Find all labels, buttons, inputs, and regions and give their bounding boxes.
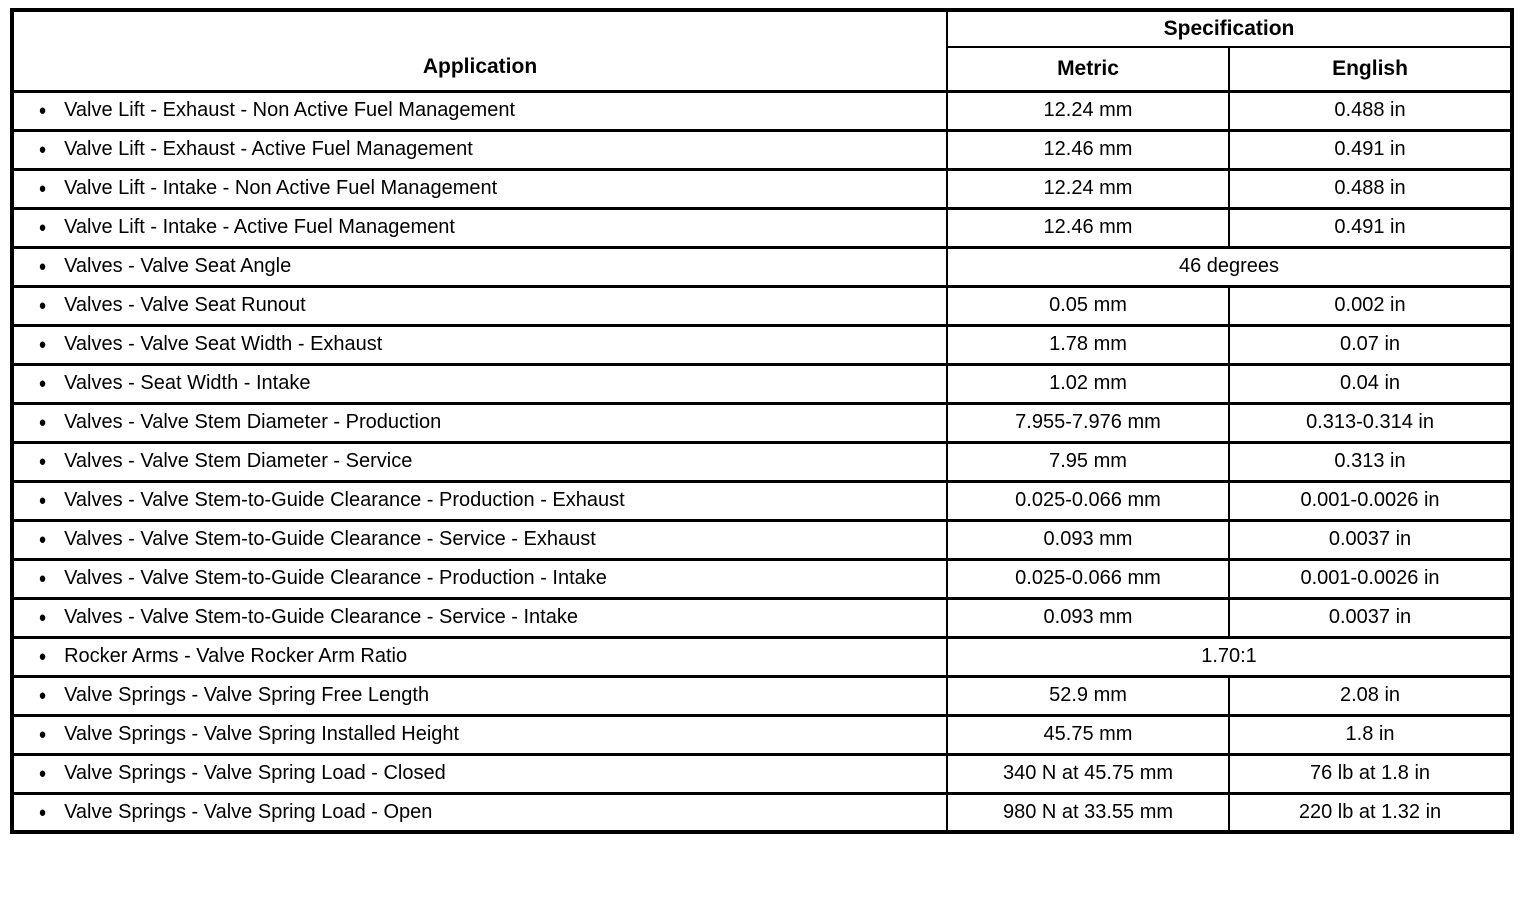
english-value-cell: 0.488 in: [1229, 169, 1512, 208]
valve-specifications-table: [10, 8, 1514, 834]
metric-value-cell: 7.95 mm: [947, 442, 1229, 481]
table-row: [12, 442, 1512, 481]
spec-table-body: [12, 91, 1512, 832]
bullet-icon: ●: [38, 180, 47, 197]
english-value-cell: 0.0037 in: [1229, 520, 1512, 559]
english-value-cell: 2.08 in: [1229, 676, 1512, 715]
table-row: [12, 325, 1512, 364]
metric-value-cell: 1.78 mm: [947, 325, 1229, 364]
table-row: [12, 676, 1512, 715]
application-label: Rocker Arms - Valve Rocker Arm Ratio: [64, 645, 408, 667]
table-row: [12, 481, 1512, 520]
application-cell: [12, 247, 947, 286]
table-row: [12, 247, 1512, 286]
application-cell: [12, 169, 947, 208]
metric-value-cell: 0.025-0.066 mm: [947, 481, 1229, 520]
application-cell: [12, 676, 947, 715]
application-label: Valve Springs - Valve Spring Free Length: [64, 684, 430, 706]
english-value-cell: 0.001-0.0026 in: [1229, 481, 1512, 520]
metric-value-cell: 0.025-0.066 mm: [947, 559, 1229, 598]
application-cell: [12, 208, 947, 247]
metric-column-header: Metric: [947, 47, 1229, 91]
bullet-icon: ●: [38, 570, 47, 587]
metric-value-cell: 0.05 mm: [947, 286, 1229, 325]
application-label: Valves - Seat Width - Intake: [64, 372, 311, 394]
english-value-cell: 0.313 in: [1229, 442, 1512, 481]
english-value-cell: 76 lb at 1.8 in: [1229, 754, 1512, 793]
application-cell: [12, 130, 947, 169]
bullet-icon: ●: [38, 803, 47, 821]
english-value-cell: 220 lb at 1.32 in: [1229, 793, 1512, 832]
metric-value-cell: 0.093 mm: [947, 520, 1229, 559]
bullet-icon: ●: [38, 141, 47, 158]
table-row: [12, 793, 1512, 832]
application-cell: [12, 598, 947, 637]
combined-spec-cell: 1.70:1: [947, 637, 1512, 676]
metric-value-cell: 12.46 mm: [947, 130, 1229, 169]
bullet-icon: ●: [38, 297, 47, 314]
bullet-icon: ●: [38, 219, 47, 236]
specification-column-group-header: Specification: [947, 10, 1512, 47]
application-cell: [12, 559, 947, 598]
english-value-cell: 0.07 in: [1229, 325, 1512, 364]
bullet-icon: ●: [38, 258, 47, 275]
table-row: [12, 286, 1512, 325]
english-value-cell: 0.001-0.0026 in: [1229, 559, 1512, 598]
table-row: [12, 208, 1512, 247]
application-label: Valve Lift - Exhaust - Active Fuel Management: [64, 138, 473, 160]
table-row: [12, 559, 1512, 598]
english-value-cell: 0.0037 in: [1229, 598, 1512, 637]
table-row: [12, 637, 1512, 676]
application-cell: [12, 793, 947, 832]
table-row: [12, 520, 1512, 559]
application-label: Valves - Valve Stem-to-Guide Clearance - Production - Exhaust: [64, 489, 625, 511]
metric-value-cell: 0.093 mm: [947, 598, 1229, 637]
application-label: Valve Lift - Intake - Active Fuel Management: [64, 216, 455, 238]
application-cell: [12, 364, 947, 403]
metric-value-cell: 7.955-7.976 mm: [947, 403, 1229, 442]
application-cell: [12, 637, 947, 676]
english-value-cell: 1.8 in: [1229, 715, 1512, 754]
application-label: Valves - Valve Seat Runout: [64, 294, 306, 316]
table-row: [12, 598, 1512, 637]
bullet-icon: ●: [38, 492, 47, 509]
application-label: Valve Springs - Valve Spring Load - Open: [64, 800, 433, 823]
metric-value-cell: 340 N at 45.75 mm: [947, 754, 1229, 793]
application-label: Valves - Valve Seat Angle: [64, 255, 292, 277]
application-label: Valves - Valve Stem-to-Guide Clearance - Production - Intake: [64, 567, 607, 589]
metric-value-cell: 1.02 mm: [947, 364, 1229, 403]
application-label: Valves - Valve Stem-to-Guide Clearance - Service - Intake: [64, 606, 578, 628]
bullet-icon: ●: [38, 102, 47, 119]
application-label: Valves - Valve Stem Diameter - Production: [64, 411, 442, 433]
table-row: [12, 364, 1512, 403]
metric-value-cell: 980 N at 33.55 mm: [947, 793, 1229, 832]
metric-value-cell: 45.75 mm: [947, 715, 1229, 754]
application-cell: [12, 481, 947, 520]
metric-value-cell: 12.24 mm: [947, 91, 1229, 130]
application-label: Valve Springs - Valve Spring Load - Closed: [64, 762, 446, 784]
application-label: Valve Lift - Intake - Non Active Fuel Management: [64, 177, 498, 199]
bullet-icon: ●: [38, 531, 47, 548]
table-row: [12, 754, 1512, 793]
bullet-icon: ●: [38, 687, 47, 704]
english-value-cell: 0.491 in: [1229, 130, 1512, 169]
bullet-icon: ●: [38, 726, 47, 743]
application-column-header: Application: [12, 10, 947, 91]
bullet-icon: ●: [38, 336, 47, 353]
table-row: [12, 715, 1512, 754]
application-cell: [12, 403, 947, 442]
table-row: [12, 403, 1512, 442]
bullet-icon: ●: [38, 648, 47, 665]
application-cell: [12, 286, 947, 325]
table-row: [12, 130, 1512, 169]
application-cell: [12, 715, 947, 754]
bullet-icon: ●: [38, 453, 47, 470]
table-row: [12, 169, 1512, 208]
bullet-icon: ●: [38, 414, 47, 431]
metric-value-cell: 12.24 mm: [947, 169, 1229, 208]
application-label: Valve Lift - Exhaust - Non Active Fuel Management: [64, 99, 516, 121]
application-label: Valves - Valve Seat Width - Exhaust: [64, 333, 383, 355]
application-cell: [12, 442, 947, 481]
application-label: Valves - Valve Stem-to-Guide Clearance - Service - Exhaust: [64, 528, 596, 550]
english-value-cell: 0.04 in: [1229, 364, 1512, 403]
application-cell: [12, 520, 947, 559]
application-cell: [12, 754, 947, 793]
application-cell: [12, 91, 947, 130]
bullet-icon: ●: [38, 609, 47, 626]
english-value-cell: 0.491 in: [1229, 208, 1512, 247]
application-label: Valves - Valve Stem Diameter - Service: [64, 450, 413, 472]
application-cell: [12, 325, 947, 364]
table-row: [12, 91, 1512, 130]
english-value-cell: 0.002 in: [1229, 286, 1512, 325]
bullet-icon: ●: [38, 375, 47, 392]
application-label: Valve Springs - Valve Spring Installed Height: [64, 723, 460, 745]
english-column-header: English: [1229, 47, 1512, 91]
metric-value-cell: 52.9 mm: [947, 676, 1229, 715]
table-header: [12, 10, 1512, 91]
english-value-cell: 0.488 in: [1229, 91, 1512, 130]
header-row-top: [12, 10, 1512, 47]
bullet-icon: ●: [38, 765, 47, 782]
combined-spec-cell: 46 degrees: [947, 247, 1512, 286]
metric-value-cell: 12.46 mm: [947, 208, 1229, 247]
english-value-cell: 0.313-0.314 in: [1229, 403, 1512, 442]
